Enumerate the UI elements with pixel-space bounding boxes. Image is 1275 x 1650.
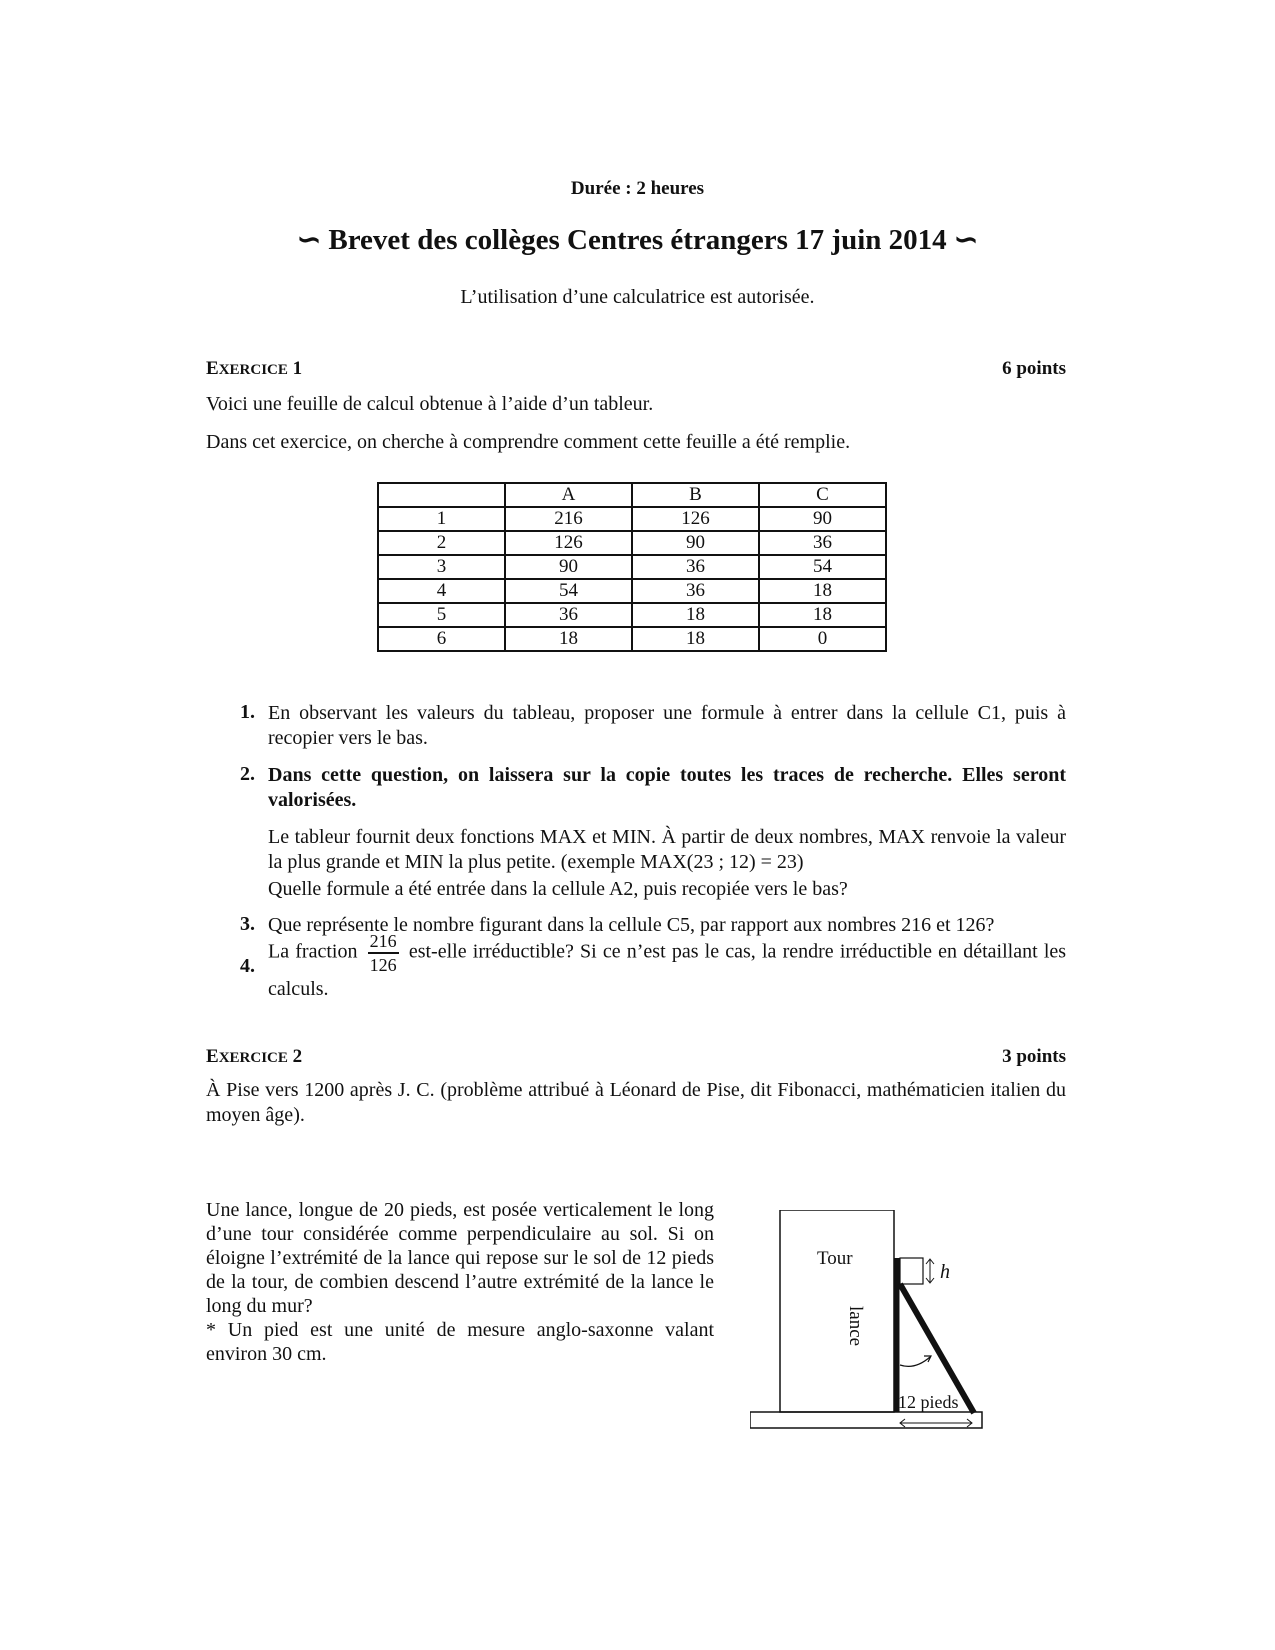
angle-arc bbox=[900, 1357, 930, 1366]
table-header-cell: A bbox=[505, 483, 632, 507]
table-cell: 18 bbox=[632, 603, 759, 627]
tower-label: Tour bbox=[817, 1248, 853, 1269]
table-header-cell: B bbox=[632, 483, 759, 507]
exercise2-heading bbox=[206, 1046, 1066, 1068]
exercise2-intro: À Pise vers 1200 après J. C. (problème attribué à Léonard de Pise, dit Fibonacci, mathématicien italien du moyen âge). bbox=[206, 1079, 1066, 1126]
exercise1-label: EXERCICE 1 bbox=[206, 358, 303, 379]
exercise1-heading bbox=[206, 358, 1066, 380]
table-cell: 2 bbox=[378, 531, 505, 555]
question3-number: 3. bbox=[240, 913, 255, 935]
table-cell: 3 bbox=[378, 555, 505, 579]
question2-number: 2. bbox=[240, 763, 255, 785]
tower-lance-figure bbox=[750, 1210, 1000, 1450]
fraction-denominator: 126 bbox=[369, 955, 397, 975]
exercise1-intro2: Dans cet exercice, on cherche à comprendre comment cette feuille a été remplie. bbox=[206, 431, 851, 453]
table-cell: 1 bbox=[378, 507, 505, 531]
calculator-note: L’utilisation d’une calculatrice est autorisée. bbox=[460, 286, 815, 308]
table-cell: 0 bbox=[759, 627, 886, 651]
table-cell: 5 bbox=[378, 603, 505, 627]
table-cell: 36 bbox=[505, 603, 632, 627]
table-cell: 216 bbox=[505, 507, 632, 531]
table-header-row bbox=[378, 483, 886, 507]
table-header-cell: C bbox=[759, 483, 886, 507]
table-cell: 18 bbox=[505, 627, 632, 651]
table-cell: 90 bbox=[505, 555, 632, 579]
exercise2-label: EXERCICE 2 bbox=[206, 1046, 303, 1067]
table-cell: 6 bbox=[378, 627, 505, 651]
table-cell: 90 bbox=[632, 531, 759, 555]
exercise2-points: 3 points bbox=[1002, 1046, 1066, 1067]
table-cell: 126 bbox=[505, 531, 632, 555]
exercise1-points: 6 points bbox=[1002, 358, 1066, 379]
page-title: ∽ Brevet des collèges Centres étrangers 17 juin 2014 ∽ bbox=[296, 224, 979, 256]
table-cell: 90 bbox=[759, 507, 886, 531]
spreadsheet-table bbox=[377, 482, 887, 652]
table-row bbox=[378, 603, 886, 627]
h-label: h bbox=[940, 1261, 950, 1283]
table-cell: 4 bbox=[378, 579, 505, 603]
exercise2-problem: Une lance, longue de 20 pieds, est posée verticalement le long d’une tour considérée comme perpendiculaire au sol. Si on éloigne l’extrémité de la lance qui repose sur le sol de 12 pieds de la tour, de combien descend l’autre extrémité de la lance le long du mur? bbox=[206, 1199, 714, 1317]
table-row bbox=[378, 579, 886, 603]
table-cell: 126 bbox=[632, 507, 759, 531]
lance-label: lance bbox=[845, 1306, 866, 1347]
table-cell: 54 bbox=[759, 555, 886, 579]
question2-bold-text: Dans cette question, on laissera sur la copie toutes les traces de recherche. Elles seront valorisées. bbox=[268, 764, 1066, 811]
question4-text: La fraction $\frac{216}{126}$ est-elle irréductible? Si ce n’est pas le cas, la rendre irréductible en détaillant les calculs. bbox=[268, 931, 1067, 1000]
table-row bbox=[378, 627, 886, 651]
h-marker-box bbox=[900, 1258, 923, 1284]
fraction-numerator: 216 bbox=[368, 930, 399, 954]
question2-text1: Le tableur fournit deux fonctions MAX et MIN. À partir de deux nombres, MAX renvoie la valeur la plus grande et MIN la plus petite. (exemple MAX(23 ; 12) = 23) bbox=[268, 826, 1066, 873]
table-cell: 36 bbox=[632, 555, 759, 579]
table-cell: 18 bbox=[759, 579, 886, 603]
distance-label: 12 pieds bbox=[898, 1392, 959, 1412]
table-cell: 18 bbox=[632, 627, 759, 651]
ground bbox=[750, 1412, 982, 1428]
question3-text: Que représente le nombre figurant dans la cellule C5, par rapport aux nombres 216 et 126? bbox=[268, 914, 995, 936]
table-cell: 54 bbox=[505, 579, 632, 603]
table-row bbox=[378, 555, 886, 579]
question1-number: 1. bbox=[240, 701, 255, 723]
fraction bbox=[368, 930, 399, 976]
exercise1-intro1: Voici une feuille de calcul obtenue à l’aide d’un tableur. bbox=[206, 393, 654, 415]
tower bbox=[780, 1210, 894, 1412]
table-row bbox=[378, 507, 886, 531]
exercise2-note: * Un pied est une unité de mesure anglo-saxonne valant environ 30 cm. bbox=[206, 1319, 714, 1365]
question2-text2: Quelle formule a été entrée dans la cellule A2, puis recopiée vers le bas? bbox=[268, 878, 848, 900]
table-header-cell bbox=[378, 483, 505, 507]
table-row bbox=[378, 531, 886, 555]
question4-number: 4. bbox=[240, 955, 255, 977]
duration-line: Durée : 2 heures bbox=[570, 178, 705, 199]
table-cell: 36 bbox=[632, 579, 759, 603]
question1-text: En observant les valeurs du tableau, proposer une formule à entrer dans la cellule C1, puis à recopier vers le bas. bbox=[268, 702, 1066, 749]
table-cell: 36 bbox=[759, 531, 886, 555]
table-cell: 18 bbox=[759, 603, 886, 627]
